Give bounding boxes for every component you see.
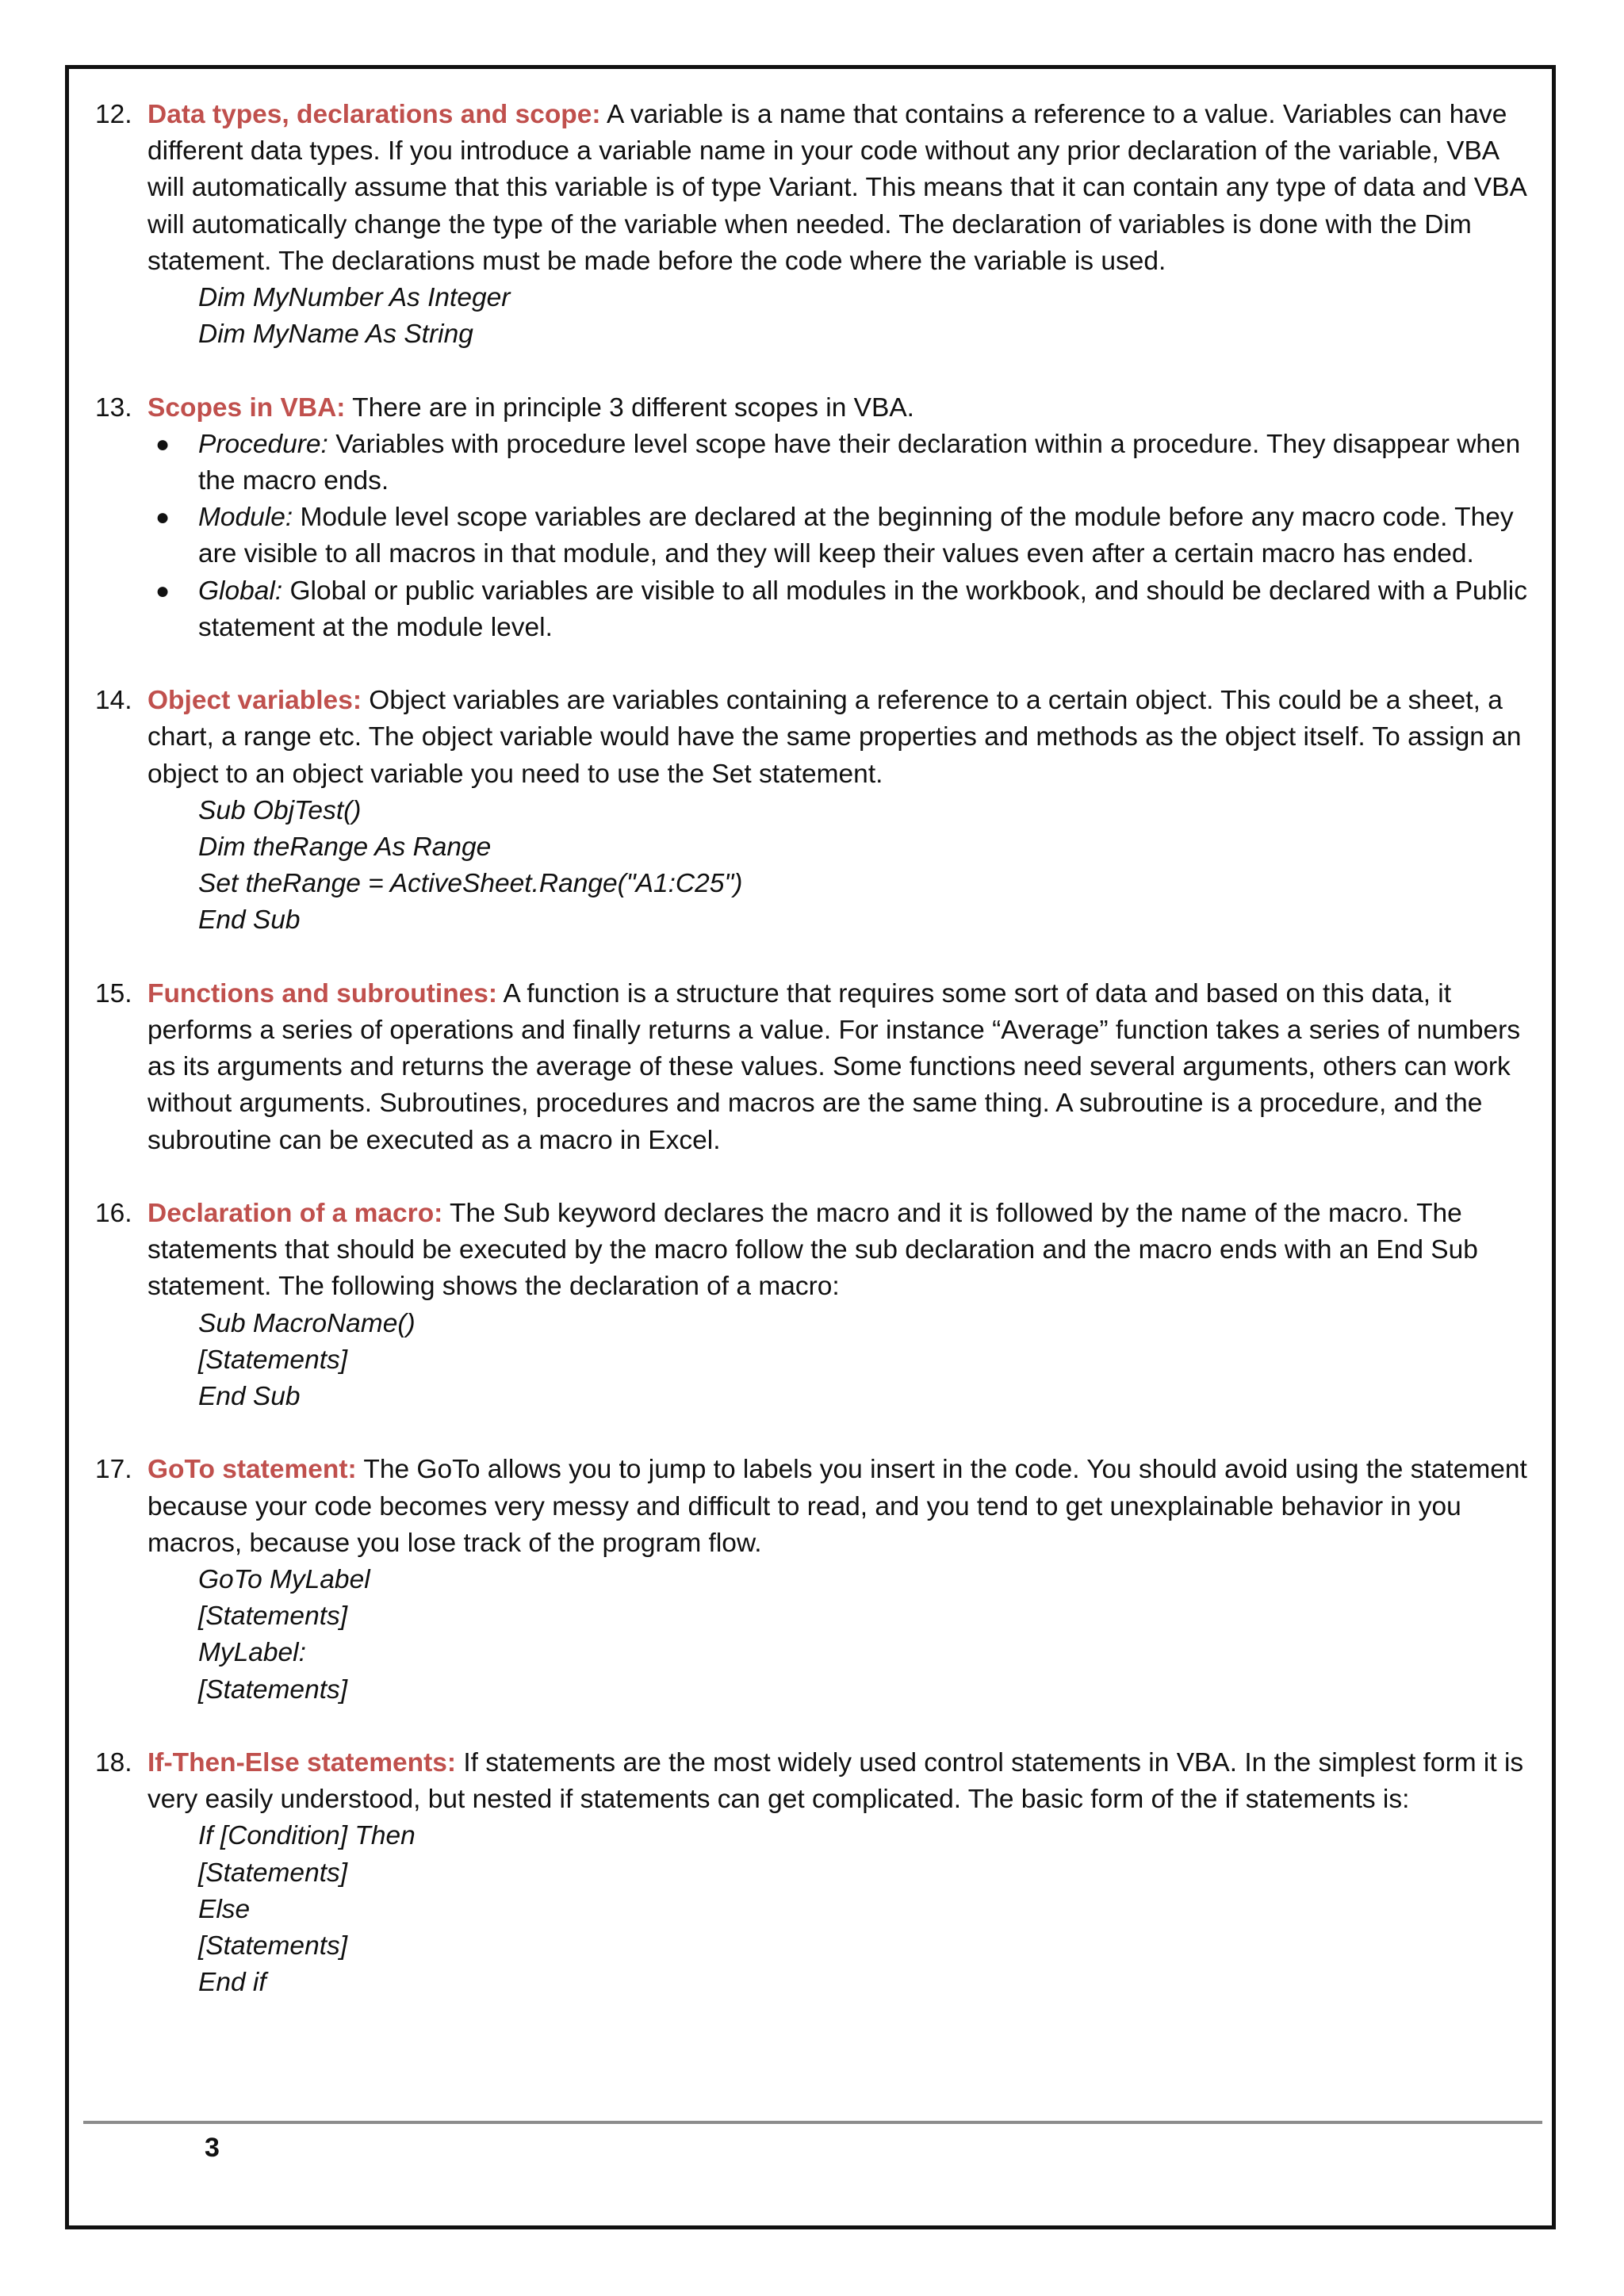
section-number: 14. — [95, 686, 132, 716]
section-paragraph — [147, 1196, 1530, 1306]
section-text: If statements are the most widely used control statements in VBA. In the simplest form it is very easily understood, but nested if statements can get complicated. The basic form of the if statements is: — [147, 1748, 1524, 1815]
section-heading: Declaration of a macro: — [147, 1199, 443, 1229]
bullet-item — [147, 499, 1530, 572]
bullet-term: Module: — [198, 503, 293, 533]
section-15 — [95, 976, 1530, 1159]
section-number: 18. — [95, 1748, 132, 1778]
code-line: End Sub — [198, 905, 301, 936]
section-18 — [95, 1745, 1530, 2001]
footer-divider — [83, 2121, 1542, 2124]
bullet-term: Global: — [198, 576, 283, 606]
code-line: If [Condition] Then — [198, 1821, 416, 1851]
section-paragraph — [147, 976, 1530, 1159]
section-12 — [95, 97, 1530, 353]
code-line: [Statements] — [198, 1931, 348, 1961]
section-number: 17. — [95, 1455, 132, 1485]
bullet-text: Global or public variables are visible to all modules in the workbook, and should be declared with a Public statement at the module level. — [198, 576, 1527, 642]
bullet-list — [147, 427, 1530, 646]
bullet-item — [147, 427, 1530, 499]
code-line: Sub MacroName() — [198, 1308, 416, 1338]
section-paragraph — [147, 97, 1530, 280]
section-text: There are in principle 3 different scopes in VBA. — [352, 392, 914, 423]
bullet-icon: ● — [155, 504, 170, 531]
section-heading: If-Then-Else statements: — [147, 1748, 457, 1778]
code-line: [Statements] — [198, 1674, 348, 1705]
section-number: 13. — [95, 392, 132, 423]
bullet-icon: ● — [155, 577, 170, 604]
section-text: The Sub keyword declares the macro and it is followed by the name of the macro. The statements that should be executed by the macro follow the sub declaration and the macro ends with an End Sub statement. The following shows the declaration of a macro: — [147, 1199, 1478, 1302]
section-13 — [95, 390, 1530, 646]
page-number: 3 — [205, 2133, 220, 2163]
section-paragraph — [147, 390, 1530, 427]
section-paragraph — [147, 683, 1530, 793]
section-text: Object variables are variables containing a reference to a certain object. This could be a sheet, a chart, a range etc. The object variable would have the same properties and methods as the object itself. To assign an object to an object variable you need to use the Set statement. — [147, 686, 1522, 789]
bullet-term: Procedure: — [198, 429, 328, 459]
bullet-icon: ● — [155, 430, 170, 457]
code-line: Set theRange = ActiveSheet.Range("A1:C25") — [198, 869, 743, 899]
code-block — [147, 280, 1530, 353]
section-number: 16. — [95, 1199, 132, 1229]
section-paragraph — [147, 1745, 1530, 1818]
section-16 — [95, 1196, 1530, 1415]
code-line: Else — [198, 1894, 251, 1924]
section-heading: Functions and subroutines: — [147, 978, 498, 1008]
section-paragraph — [147, 1452, 1530, 1562]
section-heading: Object variables: — [147, 686, 362, 716]
code-line: Sub ObjTest() — [198, 795, 362, 825]
code-line: Dim MyNumber As Integer — [198, 283, 511, 313]
bullet-item — [147, 573, 1530, 646]
code-line: End Sub — [198, 1382, 301, 1412]
code-line: Dim theRange As Range — [198, 832, 492, 863]
section-17 — [95, 1452, 1530, 1708]
code-block — [147, 1306, 1530, 1416]
code-line: GoTo MyLabel — [198, 1565, 370, 1595]
section-text: A function is a structure that requires some sort of data and based on this data, it performs a series of operations and finally returns a value. For instance “Average” function takes a series of numbers as its arguments and returns the average of these values. Some functions need several arguments, others can work without arguments. Subroutines, procedures and macros are the same thing. A subroutine is a procedure, and the subroutine can be executed as a macro in Excel. — [147, 978, 1521, 1155]
code-line: MyLabel: — [198, 1638, 306, 1668]
code-line: [Statements] — [198, 1345, 348, 1375]
bullet-text: Variables with procedure level scope have their declaration within a procedure. They disappear when the macro ends. — [198, 429, 1521, 496]
code-block — [147, 1562, 1530, 1709]
section-number: 15. — [95, 978, 132, 1008]
section-heading: Data types, declarations and scope: — [147, 100, 601, 129]
code-line: [Statements] — [198, 1858, 348, 1888]
section-heading: GoTo statement: — [147, 1455, 357, 1485]
document-body — [95, 97, 1530, 2038]
code-line: End if — [198, 1968, 266, 1998]
code-line: Dim MyName As String — [198, 320, 473, 350]
code-block — [147, 1818, 1530, 2001]
section-text: The GoTo allows you to jump to labels you insert in the code. You should avoid using the statement because your code becomes very messy and difficult to read, and you tend to get unexplainable behavior in you macros, because you lose track of the program flow. — [147, 1455, 1527, 1558]
section-heading: Scopes in VBA: — [147, 392, 346, 423]
code-block — [147, 793, 1530, 939]
section-number: 12. — [95, 100, 132, 129]
bullet-text: Module level scope variables are declared at the beginning of the module before any macro code. They are visible to all macros in that module, and they will keep their values even after a certain macro has ended. — [198, 503, 1514, 569]
code-line: [Statements] — [198, 1601, 348, 1632]
section-text: A variable is a name that contains a reference to a value. Variables can have different data types. If you introduce a variable name in your code without any prior declaration of the variable, VBA will automatically assume that this variable is of type Variant. This means that it can contain any type of data and VBA will automatically change the type of the variable when needed. The declaration of variables is done with the Dim statement. The declarations must be made before the code where the variable is used. — [147, 100, 1526, 276]
section-14 — [95, 683, 1530, 939]
